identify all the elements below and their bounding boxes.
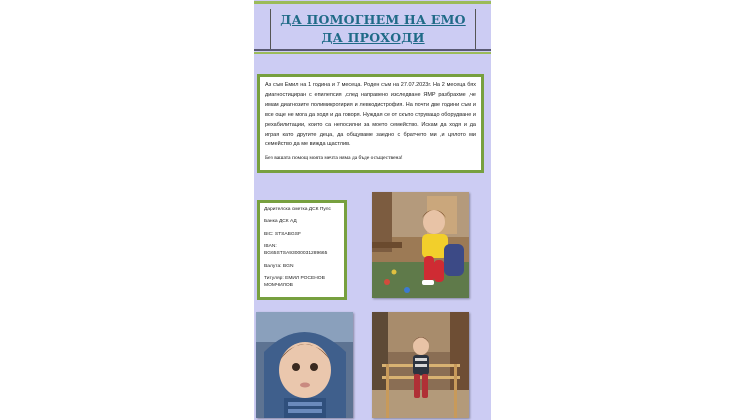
- story-text: Аз съм Емил на 1 година и 7 месеца. Роден съм на 27.07.2023г. На 2 месеца бях диагностициран с епилепсия ,след направено изследване ЯМР разбрахме ,че имам диагнозите полимикрогирия и левкодистрофия. На почти две години съм и все още не мога да ходя и да говоря. Нуждая се от скъпо струващо оборудване и рехабилитации, които са непосилни за моето семейство. Искам да ходя и да играя като другите деца, да общуваме заедно с братчето ми ,и цялото ми семейство да ме виждa щастлив.: [265, 82, 476, 148]
- story-box: [257, 74, 484, 173]
- bank-iban: [264, 244, 340, 257]
- bank-bic: BIC: STSABGSF: [264, 231, 301, 237]
- bank-details-box: [257, 200, 347, 300]
- title-rule-dark: [254, 49, 491, 51]
- poster: [254, 0, 491, 420]
- title-box: [270, 9, 476, 49]
- bank-iban-value: BG65STSA93000031289665: [264, 250, 328, 256]
- story-note: Без вашата помощ моята мечта няма да бъде осъществена!: [265, 155, 403, 162]
- title-rule-green: [254, 52, 491, 54]
- top-accent-line: [254, 1, 491, 4]
- bank-name: Банка ДСК АД: [264, 219, 297, 225]
- bank-currency: Валута: BGN: [264, 264, 294, 270]
- title-line-1: ДА ПОМОГНЕМ НА ЕМО: [280, 12, 466, 27]
- title-line-2: ДА ПРОХОДИ: [321, 30, 425, 45]
- photo-child-sitting: [372, 192, 469, 298]
- photo-child-walking: [372, 312, 469, 418]
- bank-account-label: Дарителска сметка ДСК Пулс: [264, 207, 331, 212]
- bank-holder: Титуляр: ЕМИЛ РОСЕНОВ МОМЧИЛОВ: [264, 276, 325, 288]
- bank-iban-label: IBAN:: [264, 244, 277, 250]
- photo-child-portrait: [256, 312, 353, 418]
